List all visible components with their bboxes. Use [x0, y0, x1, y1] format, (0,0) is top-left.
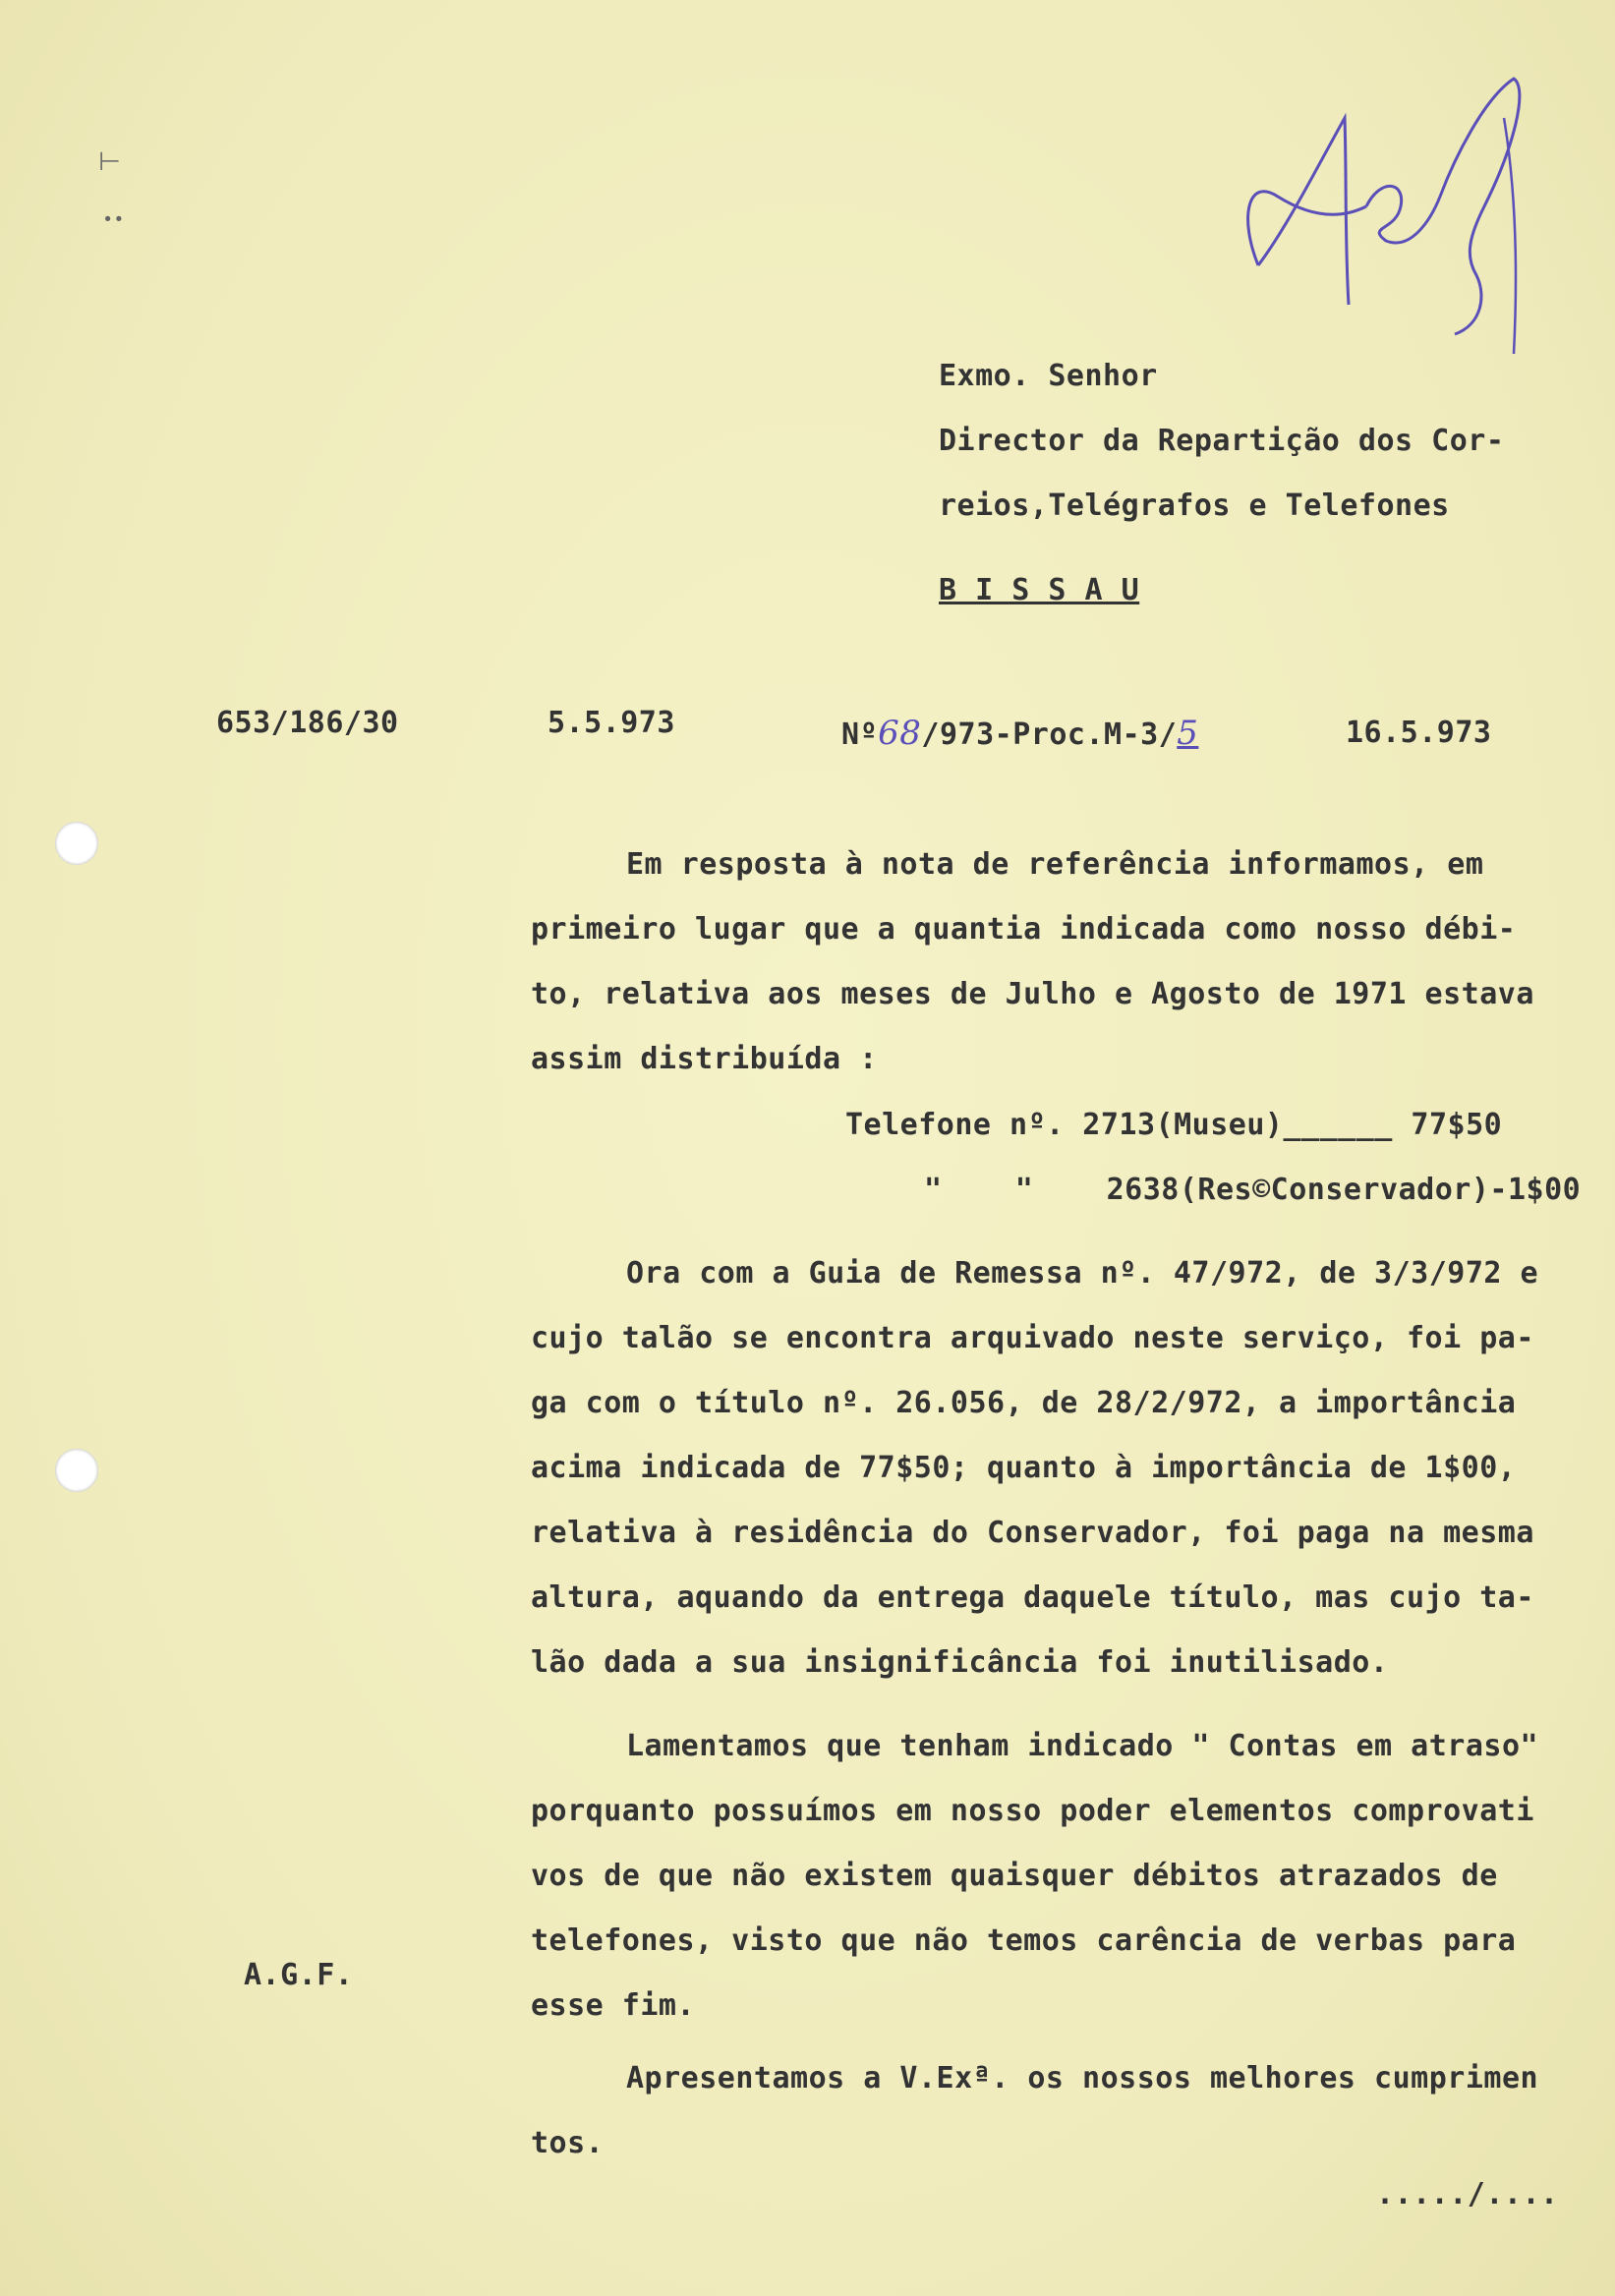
paragraph-2-line: relativa à residência do Conservador, foi paga na mesma — [531, 1516, 1534, 1550]
addressee-title-line2: reios,Telégrafos e Telefones — [939, 488, 1450, 523]
paragraph-3-line: porquanto possuímos em nosso poder elementos comprovati — [531, 1794, 1534, 1828]
number-prefix: Nº — [841, 718, 879, 752]
paragraph-2-line: ga com o título nº. 26.056, de 28/2/972, a importância — [531, 1386, 1517, 1420]
phone-item-residence: " " 2638(Res©Conservador)-1$00 — [924, 1173, 1582, 1207]
punch-hole-lower — [55, 1449, 98, 1492]
addressee-title-line1: Director da Repartição dos Cor- — [939, 424, 1505, 458]
addressee-city: B I S S A U — [939, 573, 1140, 607]
closing-line: tos. — [531, 2126, 605, 2160]
phone-item-museum: Telefone nº. 2713(Museu)______ 77$50 — [845, 1108, 1503, 1142]
paragraph-3-line: esse fim. — [531, 1988, 696, 2023]
punch-hole-upper — [55, 822, 98, 865]
paragraph-3-line: vos de que não existem quaisquer débitos atrazados de — [531, 1859, 1498, 1893]
typist-initials: A.G.F. — [244, 1958, 354, 1992]
continuation-mark: ...../.... — [1376, 2177, 1559, 2211]
margin-mark: ∙∙ — [102, 208, 125, 229]
handwritten-signature — [1219, 59, 1573, 373]
paragraph-3-line: telefones, visto que não temos carência de verbas para — [531, 1923, 1517, 1958]
paragraph-1-line: assim distribuída : — [531, 1042, 878, 1076]
outgoing-date: 16.5.973 — [1346, 716, 1492, 750]
paragraph-2-line: cujo talão se encontra arquivado neste serviço, foi pa- — [531, 1321, 1534, 1355]
paragraph-2-line: Ora com a Guia de Remessa nº. 47/972, de 3/3/972 e — [626, 1256, 1539, 1291]
addressee-salutation: Exmo. Senhor — [939, 359, 1158, 393]
paragraph-3-line: Lamentamos que tenham indicado " Contas em atraso" — [626, 1729, 1539, 1763]
margin-mark: ⊢ — [98, 147, 121, 177]
reference-date: 5.5.973 — [548, 706, 675, 740]
reference-number: 653/186/30 — [216, 706, 399, 740]
handwritten-process: 5 — [1177, 714, 1199, 753]
closing-line: Apresentamos a V.Exª. os nossos melhores cumprimen — [626, 2061, 1539, 2095]
number-suffix: /973-Proc.M-3/ — [921, 718, 1178, 752]
paragraph-1-line: Em resposta à nota de referência informamos, em — [626, 847, 1484, 882]
handwritten-number: 68 — [878, 714, 922, 753]
paragraph-2-line: altura, aquando da entrega daquele título, mas cujo ta- — [531, 1580, 1534, 1615]
paragraph-1-line: primeiro lugar que a quantia indicada como nosso débi- — [531, 912, 1517, 947]
outgoing-reference — [841, 714, 1198, 753]
paragraph-2-line: acima indicada de 77$50; quanto à importância de 1$00, — [531, 1451, 1517, 1485]
paragraph-2-line: lão dada a sua insignificância foi inutilisado. — [531, 1645, 1389, 1680]
paragraph-1-line: to, relativa aos meses de Julho e Agosto de 1971 estava — [531, 977, 1534, 1011]
